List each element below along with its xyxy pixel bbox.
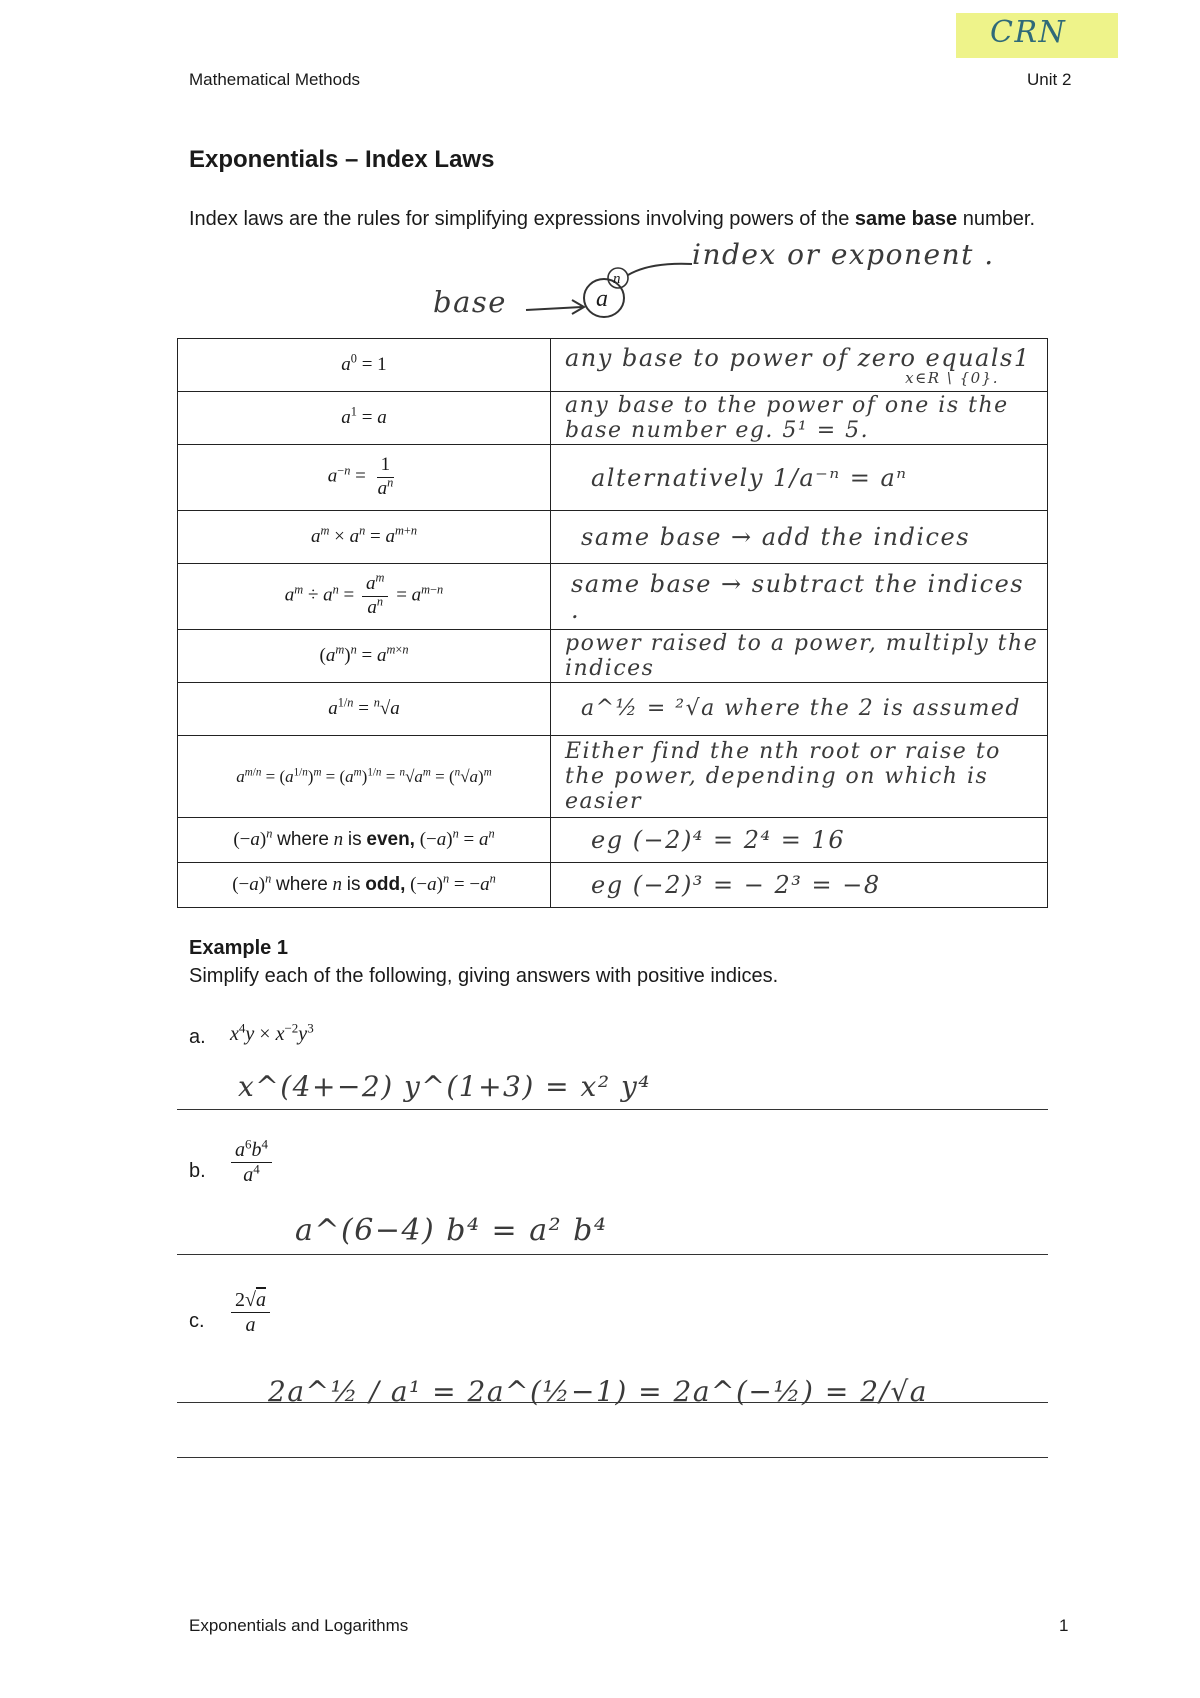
law-note: eg (−2)³ = − 2³ = −8 — [551, 863, 1048, 908]
law-formula: $a^{m/n} = (a^{1/n})^m = (a^m)^{1/n} = ^n√a^m = (^n√a)^m$ — [178, 736, 551, 818]
part-b-working: a^(6−4) b⁴ = a² b⁴ — [295, 1213, 608, 1248]
law-formula: $(-a)^n$ where n is odd, $(-a)^n = -a^n$ — [178, 863, 551, 908]
law-is: is — [347, 829, 362, 850]
intro-text-end: number. — [957, 208, 1035, 230]
law-where: where — [276, 874, 328, 895]
index-laws-table — [177, 338, 1048, 908]
law-is: is — [346, 874, 361, 895]
law-row-root — [178, 683, 1048, 736]
base-label: base — [433, 285, 507, 319]
law-var: n — [333, 829, 344, 850]
law-row-zero — [178, 339, 1048, 392]
part-label: a. — [189, 1026, 206, 1048]
law-parity: odd, — [365, 874, 406, 895]
law-note: alternatively 1/a⁻ⁿ = aⁿ — [551, 445, 1048, 511]
law-where: where — [277, 829, 329, 850]
law-parity: even, — [366, 829, 415, 850]
index-pointer-line — [628, 264, 692, 275]
part-a-working: x^(4+−2) y^(1+3) = x² y⁴ — [238, 1070, 651, 1103]
base-index-diagram — [520, 240, 700, 330]
intro-text: Index laws are the rules for simplifying expressions involving powers of the — [189, 208, 855, 230]
part-c-question: $\frac{2√a}{a}$ — [228, 1288, 273, 1337]
header-unit: Unit 2 — [1027, 70, 1072, 89]
law-note-text: any base to power of zero equals1 — [565, 344, 1031, 372]
law-row-power — [178, 630, 1048, 683]
law-row-one — [178, 392, 1048, 445]
law-note-extra: x∈R \ {0}. — [905, 369, 999, 387]
law-note: any base to the power of one is the base number eg. 5¹ = 5. — [551, 392, 1048, 445]
answer-line — [177, 1109, 1048, 1110]
intro-paragraph — [189, 205, 1049, 233]
part-label: c. — [189, 1310, 205, 1332]
section-title: Exponentials – Index Laws — [189, 146, 495, 173]
law-formula: $(a^m)^n = a^{m\times n}$ — [178, 630, 551, 683]
law-row-negative — [178, 445, 1048, 511]
header-subject: Mathematical Methods — [189, 70, 361, 89]
index-label: index or exponent . — [692, 238, 995, 271]
law-row-multiply — [178, 511, 1048, 564]
law-formula: $a^0 = 1$ — [178, 339, 551, 392]
law-row-fraction — [178, 736, 1048, 818]
law-formula: $a^{1/n} = ^n√a$ — [178, 683, 551, 736]
law-row-even — [178, 818, 1048, 863]
intro-bold: same base — [854, 208, 958, 230]
stamp-text: CRN — [990, 15, 1067, 50]
footer-topic: Exponentials and Logarithms — [189, 1616, 409, 1635]
law-formula: $a^{-n}$ = $\frac{1}{a^n}$ — [178, 445, 551, 511]
highlight-stamp — [956, 13, 1118, 58]
law-formula: $a^m \times a^n = a^{m+n}$ — [178, 511, 551, 564]
law-formula: $a^1 = a$ — [178, 392, 551, 445]
page-number: 1 — [1059, 1616, 1069, 1635]
part-a-question: $x^4y \times x^{-2}y^3$ — [230, 1020, 314, 1045]
law-formula: $(-a)^n$ where n is even, $(-a)^n = a^n$ — [178, 818, 551, 863]
answer-line — [177, 1457, 1048, 1458]
law-note: same base → add the indices — [551, 511, 1048, 564]
part-c-working: 2a^½ / a¹ = 2a^(½−1) = 2a^(−½) = 2/√a — [268, 1375, 928, 1408]
part-label: b. — [189, 1160, 206, 1182]
law-formula: $a^m \div a^n$ = $\frac{a^m}{a^n}$ = $a^{m-n}$ — [178, 564, 551, 630]
law-note: Either find the nth root or raise to the power, depending on which is easier — [551, 736, 1048, 818]
law-row-odd — [178, 863, 1048, 908]
law-note: same base → subtract the indices . — [551, 564, 1048, 630]
part-b-question: $\frac{a^6b^4}{a^4}$ — [228, 1138, 275, 1187]
law-note: power raised to a power, multiply the indices — [551, 630, 1048, 683]
diagram-index-symbol: n — [613, 271, 621, 287]
answer-line — [177, 1402, 1048, 1403]
answer-line — [177, 1254, 1048, 1255]
diagram-base-symbol: a — [596, 286, 608, 312]
base-arrow-line — [526, 307, 582, 310]
law-note: a^½ = ²√a where the 2 is assumed — [551, 683, 1048, 736]
law-row-divide — [178, 564, 1048, 630]
example-title: Example 1 — [189, 937, 288, 959]
law-note — [551, 339, 1048, 392]
law-var: n — [332, 874, 343, 895]
example-instruction: Simplify each of the following, giving answers with positive indices. — [189, 965, 779, 987]
law-note: eg (−2)⁴ = 2⁴ = 16 — [551, 818, 1048, 863]
